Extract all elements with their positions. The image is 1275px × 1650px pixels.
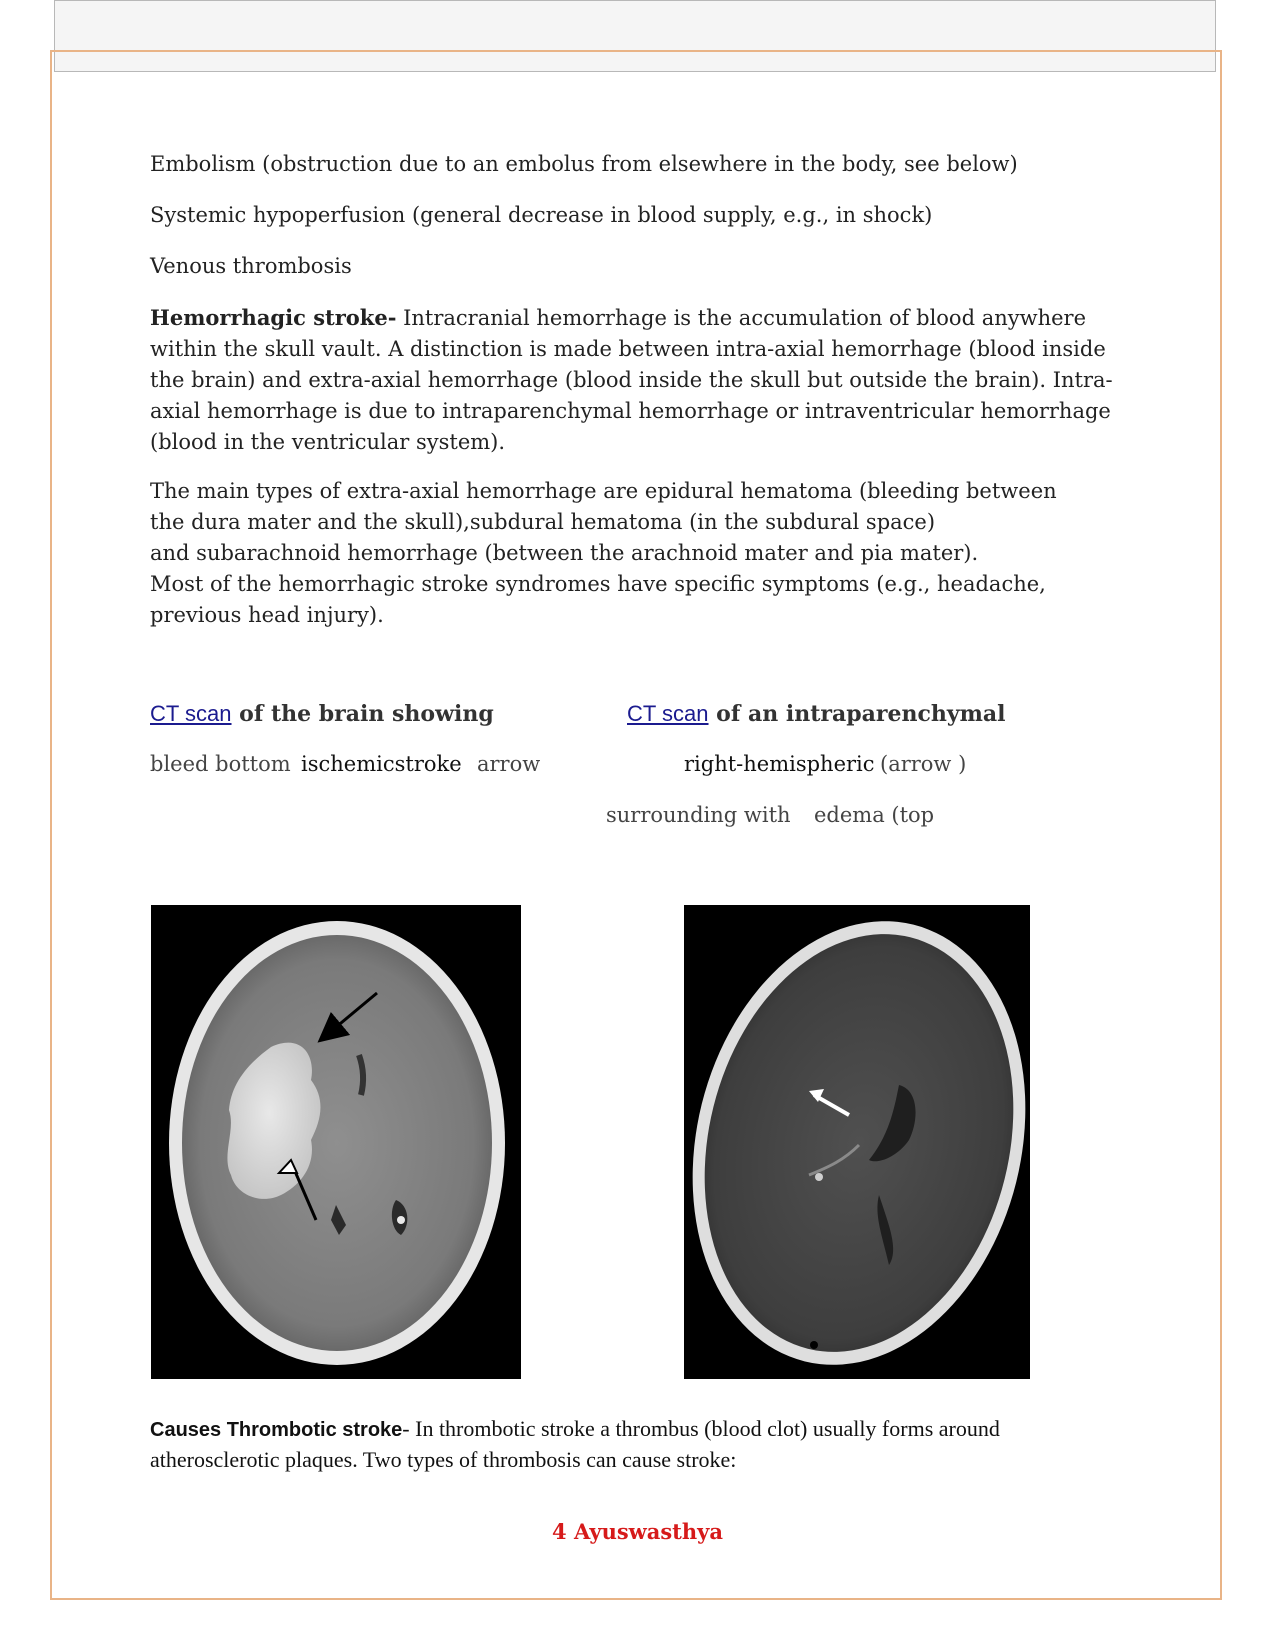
hemorrhagic-term: Hemorrhagic stroke- [150, 305, 397, 330]
extra-axial-line-5: previous head injury). [150, 603, 384, 627]
ct-scan-ischemic-image [684, 905, 1030, 1379]
right-caption-sub-1: right-hemispheric [684, 752, 875, 776]
extra-axial-line-2: the dura mater and the skull),subdural hematoma (in the subdural space) [150, 510, 936, 534]
extra-axial-line-4: Most of the hemorrhagic stroke syndromes have specific symptoms (e.g., headache, [150, 572, 1046, 596]
right-caption-text: of an intraparenchymal [708, 701, 1006, 727]
left-caption-sub-2: ischemicstroke [301, 752, 462, 776]
left-caption-sub-1: bleed bottom [150, 752, 291, 776]
page-footer: 4 Ayuswasthya [552, 1519, 723, 1544]
causes-paragraph [150, 1414, 1130, 1475]
right-caption-sub-2: (arrow ) [880, 752, 967, 776]
right-ct-scan-link[interactable]: CT scan [627, 701, 709, 726]
causes-text: - In thrombotic stroke a thrombus (blood clot) usually forms around atherosclerotic plaques. Two types of thrombosis can cause stroke: [150, 1416, 1000, 1472]
ct-scan-hemorrhage-image [151, 905, 521, 1379]
hypoperfusion-line: Systemic hypoperfusion (general decrease in blood supply, e.g., in shock) [150, 203, 933, 227]
causes-term: Causes Thrombotic stroke [150, 1419, 403, 1441]
left-caption-text: of the brain showing [231, 701, 494, 727]
extra-axial-line-1: The main types of extra-axial hemorrhage are epidural hematoma (bleeding between [150, 479, 1057, 503]
left-figure-caption [150, 699, 494, 730]
left-caption-sub-3: arrow [477, 752, 541, 776]
right-caption-sub-3: surrounding with [606, 803, 791, 827]
left-ct-scan-link[interactable]: CT scan [150, 701, 232, 726]
right-figure-caption [627, 699, 1006, 730]
hemorrhagic-text: Intracranial hemorrhage is the accumulation of blood anywhere within the skull vault. A distinction is made between intra-axial hemorrhage (blood inside the brain) and extra-axial hemorrhage (blood inside the skull but outside the brain). Intra-axial hemorrhage is due to intraparenchymal hemorrhage or intraventricular hemorrhage (blood in the ventricular system). [150, 306, 1113, 454]
embolism-line: Embolism (obstruction due to an embolus from elsewhere in the body, see below) [150, 152, 1018, 176]
right-caption-sub-4: edema (top [814, 803, 935, 827]
extra-axial-line-3: and subarachnoid hemorrhage (between the arachnoid mater and pia mater). [150, 541, 979, 565]
hemorrhagic-paragraph [150, 302, 1130, 458]
extra-axial-paragraph [150, 476, 1130, 631]
venous-thrombosis-line: Venous thrombosis [150, 254, 352, 278]
